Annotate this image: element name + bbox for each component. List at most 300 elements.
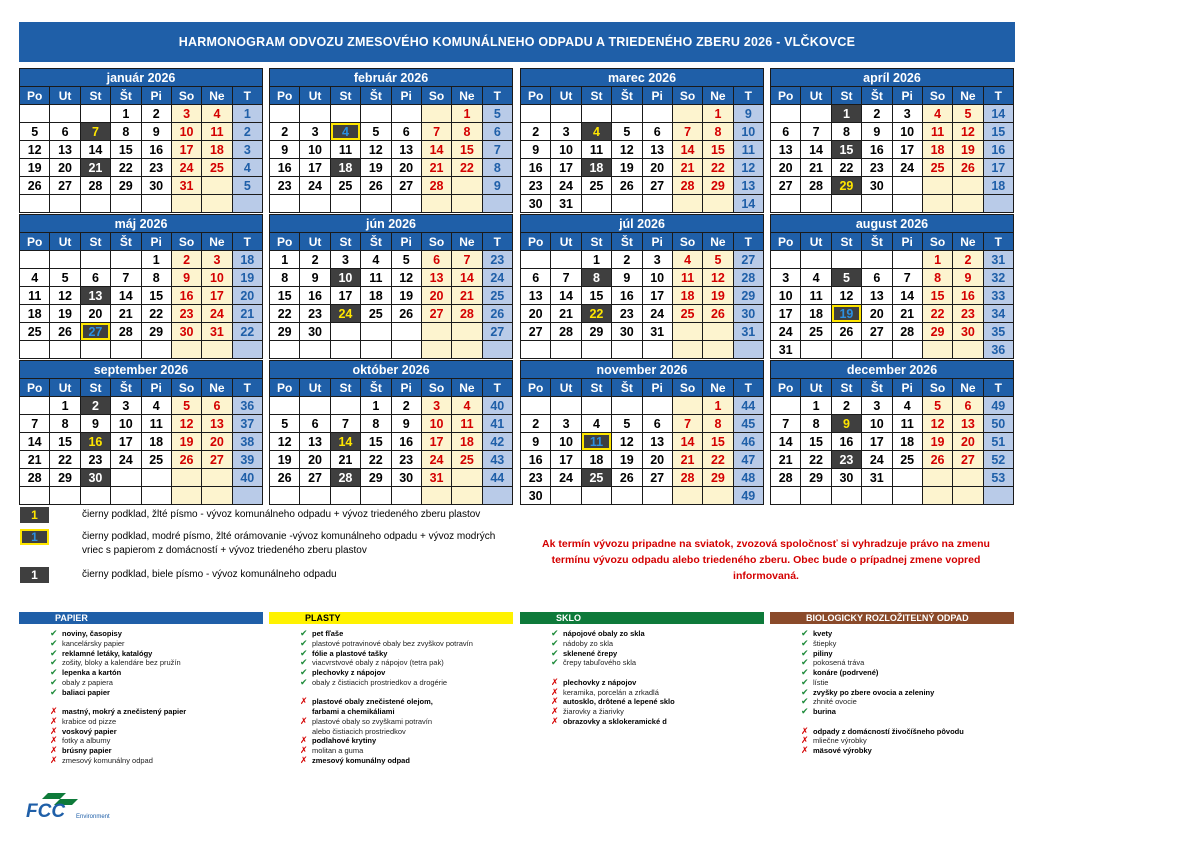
week-number: 45 xyxy=(734,415,763,432)
day-cell: 1 xyxy=(142,251,171,268)
day-cell: 4 xyxy=(582,415,611,432)
day-cell xyxy=(202,469,231,486)
day-cell: 24 xyxy=(111,451,140,468)
week-number: 2 xyxy=(233,123,262,140)
day-cell: 19 xyxy=(612,159,641,176)
day-cell: 31 xyxy=(771,341,800,358)
day-cell xyxy=(331,487,360,504)
day-cell xyxy=(81,105,110,122)
day-cell xyxy=(392,195,421,212)
day-cell: 27 xyxy=(422,305,451,322)
day-cell: 1 xyxy=(703,105,732,122)
month-calendar xyxy=(19,68,263,213)
week-number-header: T xyxy=(734,233,763,250)
day-cell: 29 xyxy=(703,177,732,194)
month-grid xyxy=(771,86,1013,212)
day-cell: 31 xyxy=(422,469,451,486)
day-cell xyxy=(111,469,140,486)
weekday-header: St xyxy=(81,87,110,104)
day-cell: 23 xyxy=(81,451,110,468)
weekday-header: Št xyxy=(862,87,891,104)
day-cell: 10 xyxy=(202,269,231,286)
day-cell: 20 xyxy=(392,159,421,176)
fcc-logo-mark xyxy=(26,790,126,824)
day-cell xyxy=(703,487,732,504)
item-label: obaly z papiera xyxy=(62,677,113,687)
cross-icon: ✗ xyxy=(300,696,308,707)
day-cell xyxy=(673,323,702,340)
day-cell xyxy=(521,341,550,358)
day-cell: 25 xyxy=(361,305,390,322)
day-cell: 25 xyxy=(331,177,360,194)
week-number: 3 xyxy=(233,141,262,158)
holiday-notice-line1: Ak termín vývozu pripadne na sviatok, zvozová spoločnosť si vyhradzuje právo na zmenu xyxy=(542,538,990,550)
month-title: september 2026 xyxy=(20,361,262,378)
day-cell: 7 xyxy=(422,123,451,140)
cross-icon: ✗ xyxy=(801,725,809,736)
day-cell: 3 xyxy=(172,105,201,122)
day-cell: 13 xyxy=(862,287,891,304)
weekday-header: So xyxy=(923,233,952,250)
day-cell xyxy=(202,487,231,504)
day-cell: 13 xyxy=(300,433,329,450)
forbidden-item xyxy=(551,688,764,698)
item-label: noviny, časopisy xyxy=(62,629,122,638)
week-number: 42 xyxy=(483,433,512,450)
day-cell xyxy=(172,469,201,486)
item-label: plastové potravinové obaly bez zvyškov potravín xyxy=(312,638,473,648)
day-cell: 3 xyxy=(893,105,922,122)
week-number: 50 xyxy=(984,415,1013,432)
day-cell: 16 xyxy=(612,287,641,304)
week-number: 29 xyxy=(734,287,763,304)
category-papier xyxy=(19,612,263,766)
cross-icon: ✗ xyxy=(551,696,559,707)
day-cell: 21 xyxy=(551,305,580,322)
day-cell xyxy=(452,487,481,504)
allowed-item xyxy=(50,678,263,688)
item-label: burina xyxy=(813,707,836,716)
day-cell xyxy=(392,105,421,122)
weekday-header: St xyxy=(81,233,110,250)
day-cell xyxy=(521,397,550,414)
week-number-header: T xyxy=(233,379,262,396)
day-cell: 21 xyxy=(20,451,49,468)
day-cell: 25 xyxy=(582,177,611,194)
item-label: fólie a plastové tašky xyxy=(312,648,388,658)
check-icon: ✔ xyxy=(300,628,308,638)
legend-text-blue-line1: čierny podklad, modré písmo, žlté orámovanie -vývoz komunálneho odpadu + vývoz modrých xyxy=(82,531,496,542)
check-icon: ✔ xyxy=(50,667,58,677)
cross-icon: ✗ xyxy=(50,706,58,716)
weekday-header: So xyxy=(172,379,201,396)
item-label: lístie xyxy=(813,677,829,687)
day-cell: 16 xyxy=(521,159,550,176)
fcc-logo-brand: FCC xyxy=(26,801,66,822)
item-label: podlahové krytiny xyxy=(312,736,377,746)
weekday-header: So xyxy=(422,233,451,250)
cross-icon: ✗ xyxy=(300,735,308,746)
allowed-item xyxy=(551,658,764,668)
day-cell: 30 xyxy=(521,487,550,504)
day-cell: 5 xyxy=(392,251,421,268)
week-number: 36 xyxy=(233,397,262,414)
weekday-header: Ne xyxy=(452,233,481,250)
day-cell xyxy=(521,105,550,122)
week-number: 7 xyxy=(483,141,512,158)
cross-icon: ✗ xyxy=(551,676,559,687)
day-cell: 15 xyxy=(142,287,171,304)
weekday-header: Št xyxy=(361,233,390,250)
day-cell xyxy=(81,487,110,504)
day-cell xyxy=(801,105,830,122)
week-number: 26 xyxy=(483,305,512,322)
day-cell: 22 xyxy=(50,451,79,468)
weekday-header: Pi xyxy=(142,379,171,396)
day-cell: 20 xyxy=(771,159,800,176)
day-cell xyxy=(612,397,641,414)
day-cell: 4 xyxy=(142,397,171,414)
legend-text-yellow: čierny podklad, žlté písmo - vývoz komunálneho odpadu + vývoz triedeného zberu plastov xyxy=(82,509,481,520)
day-cell: 21 xyxy=(111,305,140,322)
weekday-header: Po xyxy=(270,233,299,250)
day-cell xyxy=(643,487,672,504)
day-cell: 2 xyxy=(172,251,201,268)
month-title: jún 2026 xyxy=(270,215,512,232)
cross-icon: ✗ xyxy=(300,715,308,726)
cross-icon: ✗ xyxy=(300,745,308,755)
day-cell: 14 xyxy=(452,269,481,286)
day-cell xyxy=(392,323,421,340)
week-number: 21 xyxy=(233,305,262,322)
weekday-header: Po xyxy=(521,87,550,104)
week-number: 33 xyxy=(984,287,1013,304)
day-cell: 16 xyxy=(392,433,421,450)
day-cell: 27 xyxy=(202,451,231,468)
day-cell: 16 xyxy=(142,141,171,158)
day-cell: 9 xyxy=(612,269,641,286)
day-cell: 13 xyxy=(643,141,672,158)
day-cell xyxy=(422,195,451,212)
day-cell: 8 xyxy=(923,269,952,286)
day-cell: 10 xyxy=(771,287,800,304)
day-cell: 18 xyxy=(893,433,922,450)
day-cell xyxy=(50,251,79,268)
day-cell: 19 xyxy=(953,141,982,158)
day-cell: 9 xyxy=(172,269,201,286)
day-cell: 10 xyxy=(551,433,580,450)
collection-day: 15 xyxy=(832,141,861,158)
week-number-header: T xyxy=(233,87,262,104)
day-cell: 23 xyxy=(270,177,299,194)
day-cell: 23 xyxy=(862,159,891,176)
week-number: 11 xyxy=(734,141,763,158)
day-cell: 6 xyxy=(771,123,800,140)
weekday-header: So xyxy=(422,87,451,104)
day-cell: 26 xyxy=(832,323,861,340)
day-cell: 5 xyxy=(20,123,49,140)
day-cell xyxy=(923,177,952,194)
week-number xyxy=(233,195,262,212)
day-cell: 3 xyxy=(300,123,329,140)
weekday-header: Ne xyxy=(703,379,732,396)
month-calendar xyxy=(520,360,764,505)
cross-icon: ✗ xyxy=(50,715,58,726)
day-cell: 27 xyxy=(862,323,891,340)
day-cell: 24 xyxy=(551,469,580,486)
day-cell xyxy=(953,341,982,358)
weekday-header: Pi xyxy=(142,87,171,104)
weekday-header: Pi xyxy=(893,87,922,104)
day-cell: 22 xyxy=(361,451,390,468)
day-cell xyxy=(111,341,140,358)
weekday-header: So xyxy=(673,87,702,104)
item-label: zvyšky po zbere ovocia a zeleniny xyxy=(813,687,935,697)
weekday-header: Pi xyxy=(893,233,922,250)
day-cell xyxy=(361,195,390,212)
day-cell xyxy=(331,341,360,358)
day-cell: 6 xyxy=(862,269,891,286)
allowed-item xyxy=(551,639,764,649)
week-number: 28 xyxy=(734,269,763,286)
forbidden-item xyxy=(50,746,263,756)
forbidden-item xyxy=(50,756,263,766)
week-number: 51 xyxy=(984,433,1013,450)
weekday-header: Po xyxy=(771,379,800,396)
weekday-header: Pi xyxy=(893,379,922,396)
day-cell: 10 xyxy=(893,123,922,140)
day-cell: 15 xyxy=(923,287,952,304)
weekday-header: St xyxy=(832,87,861,104)
day-cell xyxy=(832,341,861,358)
day-cell: 19 xyxy=(172,433,201,450)
day-cell xyxy=(331,323,360,340)
month-calendar xyxy=(770,68,1014,213)
allowed-item xyxy=(551,629,764,639)
item-label: reklamné letáky, katalógy xyxy=(62,648,153,658)
week-number: 34 xyxy=(984,305,1013,322)
weekday-header: Ne xyxy=(452,87,481,104)
forbidden-item xyxy=(50,736,263,746)
cross-icon: ✗ xyxy=(551,715,559,726)
day-cell: 9 xyxy=(521,433,550,450)
day-cell: 30 xyxy=(172,323,201,340)
week-number: 44 xyxy=(483,469,512,486)
day-cell: 31 xyxy=(172,177,201,194)
category-list xyxy=(19,629,263,766)
day-cell: 27 xyxy=(300,469,329,486)
day-cell: 20 xyxy=(643,451,672,468)
week-number-header: T xyxy=(483,379,512,396)
day-cell: 18 xyxy=(452,433,481,450)
week-number: 46 xyxy=(734,433,763,450)
day-cell xyxy=(392,487,421,504)
weekday-header: Po xyxy=(270,379,299,396)
weekday-header: Ut xyxy=(551,379,580,396)
check-icon: ✔ xyxy=(551,637,559,648)
week-number: 39 xyxy=(233,451,262,468)
month-grid xyxy=(771,378,1013,504)
weekday-header: Ut xyxy=(551,87,580,104)
month-calendar xyxy=(520,68,764,213)
day-cell: 5 xyxy=(612,123,641,140)
day-cell: 14 xyxy=(801,141,830,158)
day-cell: 7 xyxy=(452,251,481,268)
week-number xyxy=(734,341,763,358)
check-icon: ✔ xyxy=(801,696,809,707)
day-cell xyxy=(202,341,231,358)
weekday-header: Ut xyxy=(801,379,830,396)
item-label: obrazovky a sklokeramické d xyxy=(563,716,667,726)
holiday-notice-line3: informovaná. xyxy=(733,570,799,582)
day-cell: 21 xyxy=(422,159,451,176)
day-cell: 12 xyxy=(703,269,732,286)
day-cell: 4 xyxy=(673,251,702,268)
cross-icon: ✗ xyxy=(300,754,308,765)
day-cell: 20 xyxy=(50,159,79,176)
collection-day: 21 xyxy=(81,159,110,176)
day-cell xyxy=(81,195,110,212)
day-cell: 8 xyxy=(270,269,299,286)
weekday-header: Ut xyxy=(50,233,79,250)
day-cell: 13 xyxy=(422,269,451,286)
weekday-header: Št xyxy=(111,233,140,250)
week-number: 15 xyxy=(984,123,1013,140)
day-cell: 28 xyxy=(422,177,451,194)
week-number xyxy=(483,195,512,212)
collection-day: 10 xyxy=(331,269,360,286)
day-cell: 26 xyxy=(392,305,421,322)
day-cell: 25 xyxy=(893,451,922,468)
day-cell: 15 xyxy=(270,287,299,304)
day-cell: 10 xyxy=(643,269,672,286)
week-number-header: T xyxy=(984,379,1013,396)
allowed-item xyxy=(300,629,513,639)
day-cell: 20 xyxy=(300,451,329,468)
day-cell: 21 xyxy=(673,159,702,176)
week-number: 36 xyxy=(984,341,1013,358)
day-cell xyxy=(300,487,329,504)
category-title: BIOLOGICKY ROZLOŽITEĽNÝ ODPAD xyxy=(770,612,1014,624)
day-cell xyxy=(893,177,922,194)
allowed-item xyxy=(300,649,513,659)
forbidden-item xyxy=(551,717,764,727)
day-cell: 2 xyxy=(142,105,171,122)
day-cell: 22 xyxy=(801,451,830,468)
item-label: nádoby zo skla xyxy=(563,638,614,648)
day-cell xyxy=(270,341,299,358)
day-cell: 26 xyxy=(703,305,732,322)
item-label: zmesový komunálny odpad xyxy=(312,755,410,765)
day-cell: 19 xyxy=(361,159,390,176)
month-title: február 2026 xyxy=(270,69,512,86)
week-number: 23 xyxy=(483,251,512,268)
day-cell: 23 xyxy=(392,451,421,468)
list-item xyxy=(801,717,1014,727)
day-cell: 2 xyxy=(862,105,891,122)
day-cell xyxy=(142,469,171,486)
day-cell: 25 xyxy=(923,159,952,176)
day-cell xyxy=(81,341,110,358)
item-label: zošity, bloky a kalendáre bez pružín xyxy=(62,658,181,668)
day-cell: 7 xyxy=(771,415,800,432)
day-cell xyxy=(703,195,732,212)
day-cell: 11 xyxy=(801,287,830,304)
item-label: baliaci papier xyxy=(62,687,110,697)
day-cell: 4 xyxy=(923,105,952,122)
week-number: 4 xyxy=(233,159,262,176)
day-cell: 7 xyxy=(673,415,702,432)
day-cell: 31 xyxy=(643,323,672,340)
day-cell: 30 xyxy=(612,323,641,340)
day-cell: 23 xyxy=(953,305,982,322)
week-number: 16 xyxy=(984,141,1013,158)
week-number: 41 xyxy=(483,415,512,432)
forbidden-item xyxy=(50,707,263,717)
item-label: mliečne výrobky xyxy=(813,736,867,746)
weekday-header: St xyxy=(582,87,611,104)
day-cell: 19 xyxy=(392,287,421,304)
cross-icon: ✗ xyxy=(50,735,58,746)
day-cell: 6 xyxy=(521,269,550,286)
day-cell: 29 xyxy=(923,323,952,340)
day-cell: 1 xyxy=(703,397,732,414)
day-cell: 28 xyxy=(20,469,49,486)
day-cell: 2 xyxy=(521,123,550,140)
category-title: SKLO xyxy=(520,612,764,624)
day-cell: 9 xyxy=(392,415,421,432)
day-cell xyxy=(582,397,611,414)
day-cell: 2 xyxy=(521,415,550,432)
day-cell: 1 xyxy=(801,397,830,414)
forbidden-item xyxy=(300,736,513,746)
day-cell: 8 xyxy=(50,415,79,432)
cross-icon: ✗ xyxy=(50,745,58,755)
day-cell: 31 xyxy=(551,195,580,212)
day-cell xyxy=(551,105,580,122)
week-number: 18 xyxy=(984,177,1013,194)
day-cell: 23 xyxy=(172,305,201,322)
collection-day: 4 xyxy=(331,123,360,140)
list-item xyxy=(551,668,764,678)
item-label: piliny xyxy=(813,648,833,658)
weekday-header: So xyxy=(923,87,952,104)
collection-day: 30 xyxy=(81,469,110,486)
day-cell: 12 xyxy=(361,141,390,158)
day-cell: 6 xyxy=(50,123,79,140)
allowed-item xyxy=(551,649,764,659)
weekday-header: Pi xyxy=(392,379,421,396)
item-label: pet fľaše xyxy=(312,629,344,638)
weekday-header: Št xyxy=(612,379,641,396)
month-calendar xyxy=(269,214,513,359)
day-cell: 7 xyxy=(331,415,360,432)
week-number: 37 xyxy=(233,415,262,432)
cross-icon: ✗ xyxy=(50,754,58,765)
weekday-header: St xyxy=(582,379,611,396)
day-cell: 19 xyxy=(923,433,952,450)
item-label: viacvrstvové obaly z nápojov (tetra pak) xyxy=(312,658,444,668)
day-cell: 18 xyxy=(361,287,390,304)
day-cell: 29 xyxy=(50,469,79,486)
check-icon: ✔ xyxy=(801,637,809,648)
collection-day: 25 xyxy=(582,469,611,486)
day-cell: 17 xyxy=(643,287,672,304)
day-cell: 23 xyxy=(300,305,329,322)
day-cell: 12 xyxy=(20,141,49,158)
item-label: brúsny papier xyxy=(62,746,112,755)
week-number: 17 xyxy=(984,159,1013,176)
